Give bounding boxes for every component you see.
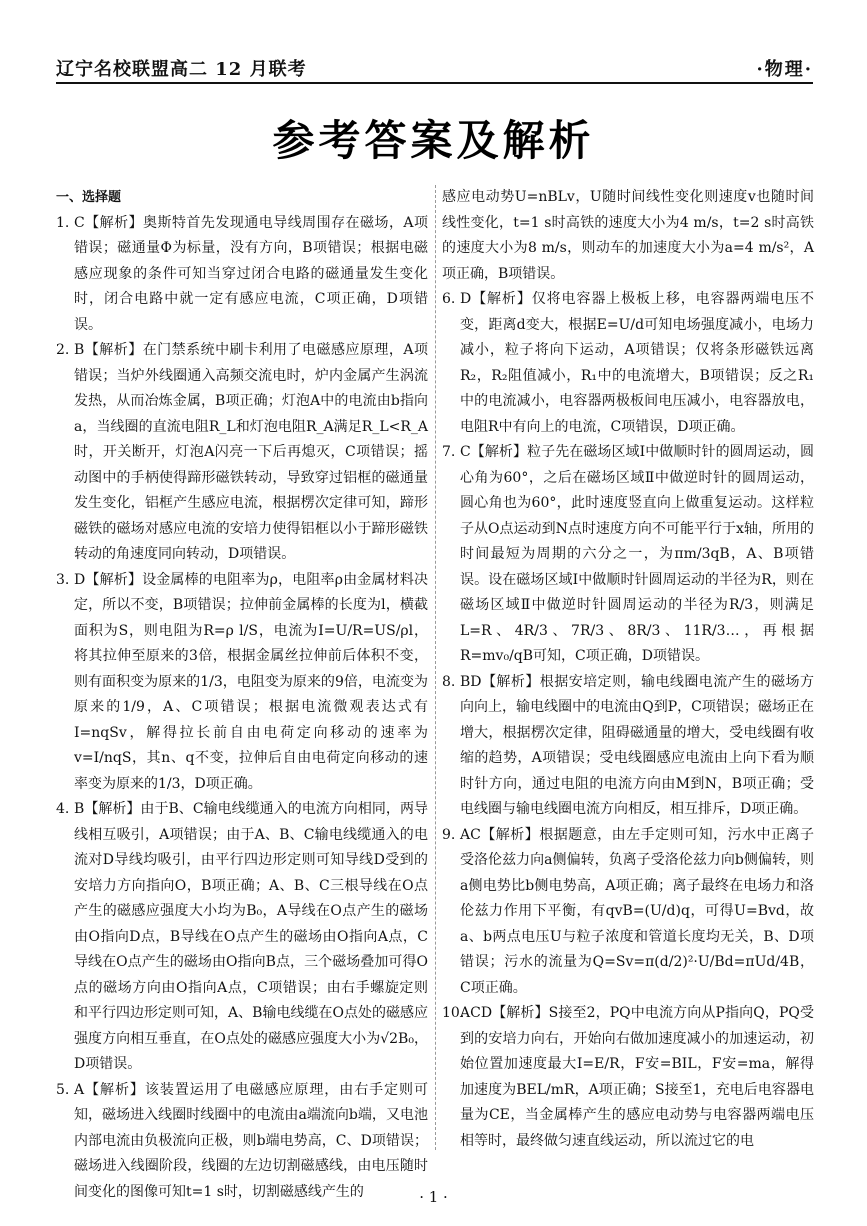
answer-item-7: 7. C【解析】粒子先在磁场区域Ⅰ中做顺时针的圆周运动，圆心角为60°，之后在磁场区域Ⅱ中做逆时针的圆周运动，圆心角也为60°，此时速度竖直向上做重复运动。这样粒子从O点运动到N点时速度方向不可能平行于x轴，所用的时间最短为周期的六分之一，为πm/3qB，A、B项错误。设在磁场区域Ⅰ中做顺时针圆周运动的半径为R，则在磁场区域Ⅱ中做逆时针圆周运动的半径为R/3，则满足L=R、4R/3、7R/3、8R/3、11R/3…，再根据R=mv₀/qB可知，C项正确，D项错误。 [442,444,814,664]
page-number: · 1 · [419,1188,448,1206]
subject-label: ·物理· [756,59,813,80]
answer-item-10: 10. ACD【解析】S接至2，PQ中电流方向从P指向Q，PQ受到的安培力向右，开始向右做加速度减小的加速运动，初始位置加速度最大I=E/R，F安=BIL，F安=ma，解得加速度为BEL/mR，A项正确；S接至1，充电后电容器电量为CE，当金属棒产生的感应电动势与电容器两端电压相等时，最终做匀速直线运动，所以流过它的电 [442,1005,814,1149]
column-divider [435,185,436,1150]
answer-item-1: 1. C【解析】奥斯特首先发现通电导线周围存在磁场，A项错误；磁通量Φ为标量，没有方向，B项错误；根据电磁感应现象的条件可知当穿过闭合电路的磁通量发生变化时，闭合电路中就一定有感应电流，C项正确，D项错误。 [56,214,428,333]
answer-item-3: 3. D【解析】设金属棒的电阻率为ρ，电阻率ρ由金属材料决定，所以不变，B项错误；拉伸前金属棒的长度为l，横截面积为S，则电阻为R=ρ l/S，电流为I=U/R=US/ρl，将其拉伸至原来的3倍，根据金属丝拉伸前后体积不变，则有面积变为原来的1/3，电阻变为原来的9倍，电流变为原来的1/9，A、C项错误；根据电流微观表达式有I=nqSv，解得拉长前自由电荷定向移动的速率为v=I/nqS，其n、q不变，拉伸后自由电荷定向移动的速率变为原来的1/3，D项正确。 [56,571,428,792]
answer-item-6: 6. D【解析】仅将电容器上极板上移，电容器两端电压不变，距离d变大，根据E=U/d可知电场强度减小，电场力减小，粒子将向下运动，A项错误；仅将条形磁铁远离R₂，R₂阻值减小，R₁中的电流增大，B项错误；反之R₁中的电流减小，电容器两极板间电压减小，电容器放电，电阻R中有向上的电流，C项错误，D项正确。 [442,291,814,435]
answer-item-2: 2. B【解析】在门禁系统中刷卡利用了电磁感应原理，A项错误；当炉外线圈通入高频交流电时，炉内金属产生涡流发热，从而冶炼金属，B项正确；灯泡A中的电流由b指向a，当线圈的直流电阻R_L和灯泡电阻R_A满足R_L<R_A时，开关断开，灯泡A闪亮一下后再熄灭，C项错误；摇动图中的手柄使得蹄形磁铁转动，导致穿过铝框的磁通量发生变化，铝框产生感应电流，根据楞次定律可知，蹄形磁铁的磁场对感应电流的安培力使得铝框以小于蹄形磁铁转动的角速度同向转动，D项错误。 [56,342,428,562]
answer-item-9: 9. AC【解析】根据题意，由左手定则可知，污水中正离子受洛伦兹力向a侧偏转，负离子受洛伦兹力向b侧偏转，则a侧电势比b侧电势高，A项正确；离子最终在电场力和洛伦兹力作用下平衡，有qvB=(U/d)q，可得U=Bvd，故a、b两点电压U与粒子浓度和管道长度均无关，B、D项错误；污水的流量为Q=Sv=π(d/2)²·U/Bd=πUd/4B，C项正确。 [442,826,814,996]
answer-item-8: 8. BD【解析】根据安培定则，输电线圈电流产生的磁场方向向上，输电线圈中的电流由Q到P，C项错误；磁场正在增大，根据楞次定律，阻碍磁通量的增大，受电线圈有收缩的趋势，A项错误；受电线圈感应电流由上向下看为顺时针方向，通过电阻的电流方向由M到N，B项正确；受电线圈与输电线圈电流方向相反，相互排斥，D项正确。 [442,673,814,817]
page-title: 参考答案及解析 [272,116,595,165]
answer-item-5-continued: 感应电动势U=nBLv，U随时间线性变化则速度v也随时间线性变化，t=1 s时高铁的速度大小为4 m/s，t=2 s时高铁的速度大小为8 m/s，则动车的加速度大小为a=4 m/s²，A项正确，B项错误。 [442,189,814,282]
answer-item-5: 5. A【解析】该装置运用了电磁感应原理，由右手定则可知，磁场进入线圈时线圈中的电流由a端流向b端，又电池内部电流由负极流向正极，则b端电势高，C、D项错误；磁场进入线圈阶段，线圈的左边切割磁感线，由电压随时间变化的图像可知t=1 s时，切割磁感线产生的 [56,1081,428,1200]
answer-item-4: 4. B【解析】由于B、C输电线缆通入的电流方向相同，两导线相互吸引，A项错误；由于A、B、C输电线缆通入的电流对D导线均吸引，由平行四边形定则可知导线D受到的安培力方向指向O，B项正确；A、B、C三根导线在O点产生的磁感应强度大小均为B₀，A导线在O点产生的磁场由O指向D点，B导线在O点产生的磁场由O指向A点，C导线在O点产生的磁场由O指向B点，三个磁场叠加可得O点的磁场方向由O指向A点，C项错误；由右手螺旋定则和平行四边形定则可知，A、B输电线缆在O点处的磁感应强度方向相互垂直，在O点处的磁感应强度大小为√2B₀，D项错误。 [56,801,428,1072]
right-column [442,185,814,1154]
left-column [56,185,428,1205]
page-header [56,54,813,84]
section-title: 一、选择题 [56,190,122,205]
exam-name: 辽宁名校联盟高二 12 月联考 [56,59,307,80]
